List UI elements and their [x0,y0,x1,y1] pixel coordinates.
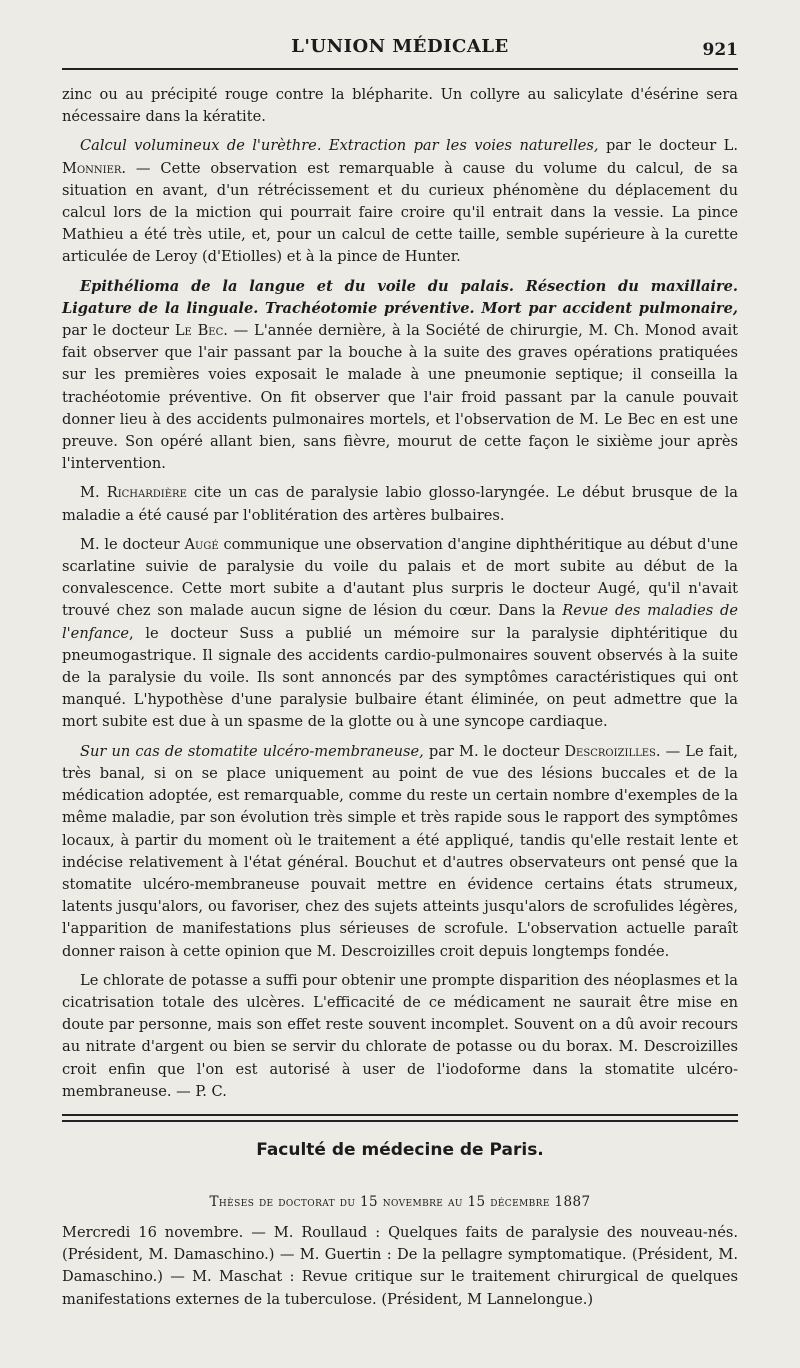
prefix: M. le docteur [80,535,180,553]
author-prefix: par le docteur [62,322,170,340]
author-le-bec: Le Bec [174,322,224,340]
author-monnier: Monnier [62,159,122,177]
text-calcul: . — Cette observation est remarquable à cause du volume du calcul, de sa situation en avant, d'un rétrécissement et du curieux phénomène du déplacement du calcul lors de la miction qui pourrait faire croire qu'il entrait dans la vessie. La pince Mathieu a été très utile, et, pour un calcul de cette taille, semble supérieure à la curette articulée de Leroy (d'Etiolles) et à la pince de Hunter. [62,159,738,266]
running-head: L'UNION MÉDICALE [291,36,509,57]
paragraph-epithelioma [62,276,738,476]
text-auge-a: communique une observation d'angine diphthéritique au début d'une scarlatine suivie de paralysie du voile du palais et de mort subite au début de la convalescence. Cette mort subite a d'autant plus surpris le docteur Augé, qu'il n'avait trouvé chez son malade aucun signe de lésion du cœur. Dans la [62,535,739,620]
text-epithelioma: . — L'année dernière, à la Société de chirurgie, M. Ch. Monod avait fait observer que l'air passant par la bouche à la suite des graves opérations pratiquées sur les premières voies exposait le malade à une pneumonie septique; il conseilla la trachéotomie préventive. On fit observer que l'air froid passant par la canule pouvait donner lieu à des accidents pulmonaires mortels, et l'observation de M. Le Bec en est une preuve. Son opéré allant bien, sans fièvre, mourut de cette façon le sixième jour après l'intervention. [62,322,739,473]
prefix: M. [80,484,100,502]
page-header [62,34,738,64]
paragraph-stomatite [62,741,738,963]
page-number: 921 [702,40,738,60]
author-richardiere: Richardière [106,484,187,502]
theses-heading: Thèses de doctorat du 15 novembre au 15 décembre 1887 [209,1194,591,1210]
section-title: Faculté de médecine de Paris. [256,1140,544,1160]
text-auge-b: , le docteur Suss a publié un mémoire sur la paralysie diphtéritique du pneumogastrique. Il signale des accidents cardio-pulmonaires souvent observés à la suite de la paralysie du voile. Ils sont annoncés par des symptômes caractéristiques qui ont manqué. L'hypothèse d'une paralysie bulbaire étant éliminée, on peut admettre que la mort subite est due à un spasme de la glotte ou à une syncope cardiaque. [62,624,738,731]
section-divider [62,1114,738,1122]
paragraph-auge [62,534,738,734]
theses-list [62,1222,738,1311]
paragraph-richardiere [62,482,738,526]
article-body [62,84,738,1110]
author-prefix: par M. le docteur [428,742,560,760]
paragraph-chlorate: Le chlorate de potasse a suffi pour obtenir une prompte disparition des néoplasmes et la cicatrisation totale des ulcères. L'efficacité de ce médicament ne saurait être mise en doute par personne, mais son effet reste souvent incomplet. Souvent on a dû avoir recours au nitrate d'argent ou bien se servir du chlorate de potasse ou du borax. M. Descroizilles croit enfin que l'on est autorisé à user de l'iodoforme dans la stomatite ulcéro-membraneuse. — P. C. [62,971,739,1100]
title-epithelioma: Epithélioma de la langue et du voile du palais. Résection du maxillaire. Ligature de la linguale. Trachéotomie préventive. Mort par accident pulmonaire, [62,277,738,317]
text-richardiere: cite un cas de paralysie labio glosso-laryngée. Le début brusque de la maladie a été causé par l'oblitération des artères bulbaires. [62,484,738,524]
text-stomatite: . — Le fait, très banal, si on se place uniquement au point de vue des lésions buccales et de la médication adoptée, est remarquable, comme du reste un certain nombre d'exemples de la même maladie, par son évolution très simple et très rapide sous le rapport des symptômes locaux, à partir du moment où le traitement a été appliqué, tandis qu'elle restait lente et indécise relativement à l'état général. Bouchut et d'autres observateurs ont pensé que la stomatite ulcéro-membraneuse pouvait mettre en évidence certains états strumeux, latents jusqu'alors, ou favoriser, chez des sujets atteints jusqu'alors de scrofulides légères, l'apparition de manifestations plus sérieuses de scrofule. L'observation actuelle paraît donner raison à cette opinion que M. Descroizilles croit depuis longtemps fondée. [62,742,738,960]
author-prefix: par le docteur L. [605,137,739,155]
title-stomatite: Sur un cas de stomatite ulcéro-membraneuse, [80,742,424,760]
journal-title: Revue des maladies de l'enfance [62,602,738,642]
author-auge: Augé [184,535,219,553]
title-calcul: Calcul volumineux de l'urèthre. Extraction par les voies naturelles, [80,137,599,155]
author-descroizilles: Descroizilles [564,742,656,760]
header-rule [62,68,738,70]
paragraph-1: zinc ou au précipité rouge contre la blépharite. Un collyre au salicylate d'ésérine sera nécessaire dans la kératite. [62,86,738,126]
paragraph-calcul [62,135,738,268]
theses-paragraph: Mercredi 16 novembre. — M. Roullaud : Quelques faits de paralysie des nouveau-nés. (Président, M. Damaschino.) — M. Guertin : De la pellagre symptomatique. (Président, M. Damaschino.) — M. Maschat : Revue critique sur le traitement chirurgical de quelques manifestations externes de la tuberculose. (Président, M Lannelongue.) [62,1224,738,1308]
